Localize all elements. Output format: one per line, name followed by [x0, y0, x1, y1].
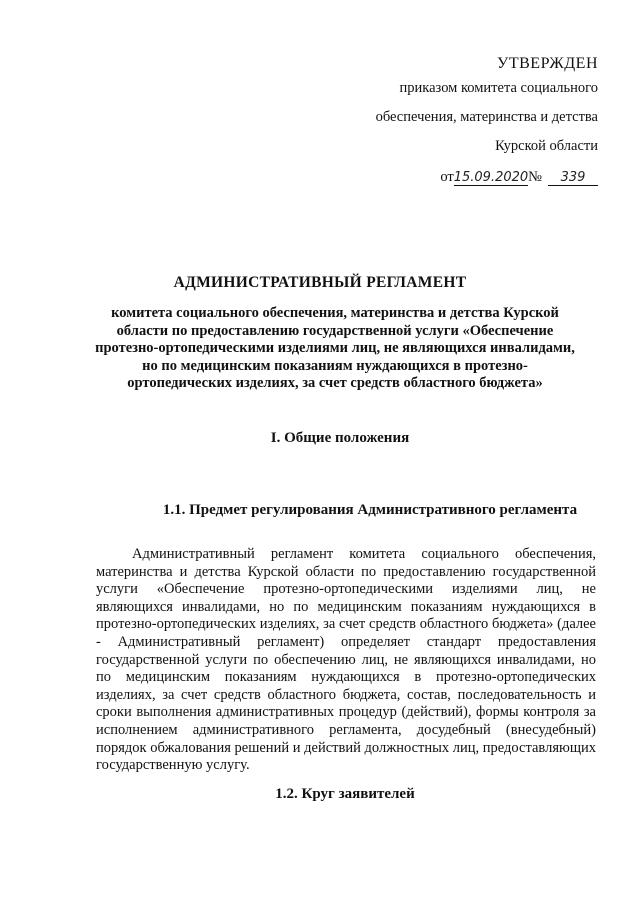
paragraph-1-1: Административный регламент комитета социального обеспечения, материнства и детства Курской области по предоставлению государственной услуги «Обеспечение протезно-ортопедическими изделиями лиц, не являющихся инвалидами, но по медицинским показаниям нуждающихся в протезно-ортопедических изделиях, за счет средств областного бюджета» (далее - Административный регламент) определяет стандарт предоставления государственной услуги по обеспечению лиц, не являющихся инвалидами, но по медицинским показаниям нуждающихся в протезно-ортопедических изделиях, за счет средств областного бюджета, состав, последовательность и сроки выполнения административных процедур (действий), формы контроля за исполнением административного регламента, досудебный (внесудебный) порядок обжалования решений и действий должностных лиц, предоставляющих государственную услугу. — [96, 546, 596, 774]
date-prefix: от — [440, 169, 454, 185]
handwritten-number: 339 — [548, 170, 598, 186]
document-subtitle: комитета социального обеспечения, материнства и детства Курской области по предоставлению государственной услуги «Обеспечение протезно-ортопедическими изделиями лиц, не являющихся инвалидами, но по медицинским показаниям нуждающихся в протезно-ортопедических изделиях, за счет средств областного бюджета» — [95, 305, 575, 391]
subsection-heading-1-2: 1.2. Круг заявителей — [275, 786, 415, 802]
subsection-heading-1-1: 1.1. Предмет регулирования Административного регламента — [162, 502, 578, 518]
approval-line-3: Курской области — [495, 138, 598, 154]
approval-heading: УТВЕРЖДЕН — [497, 55, 598, 72]
approval-line-2: обеспечения, материнства и детства — [375, 109, 598, 125]
document-title: АДМИНИСТРАТИВНЫЙ РЕГЛАМЕНТ — [173, 274, 467, 291]
section-heading-general: I. Общие положения — [270, 430, 410, 446]
approval-line-1: приказом комитета социального — [399, 80, 598, 96]
order-date-number — [440, 169, 598, 186]
approval-stamp-block — [376, 55, 598, 186]
number-prefix: № — [528, 169, 542, 185]
handwritten-date: 15.09.2020 — [453, 170, 529, 185]
